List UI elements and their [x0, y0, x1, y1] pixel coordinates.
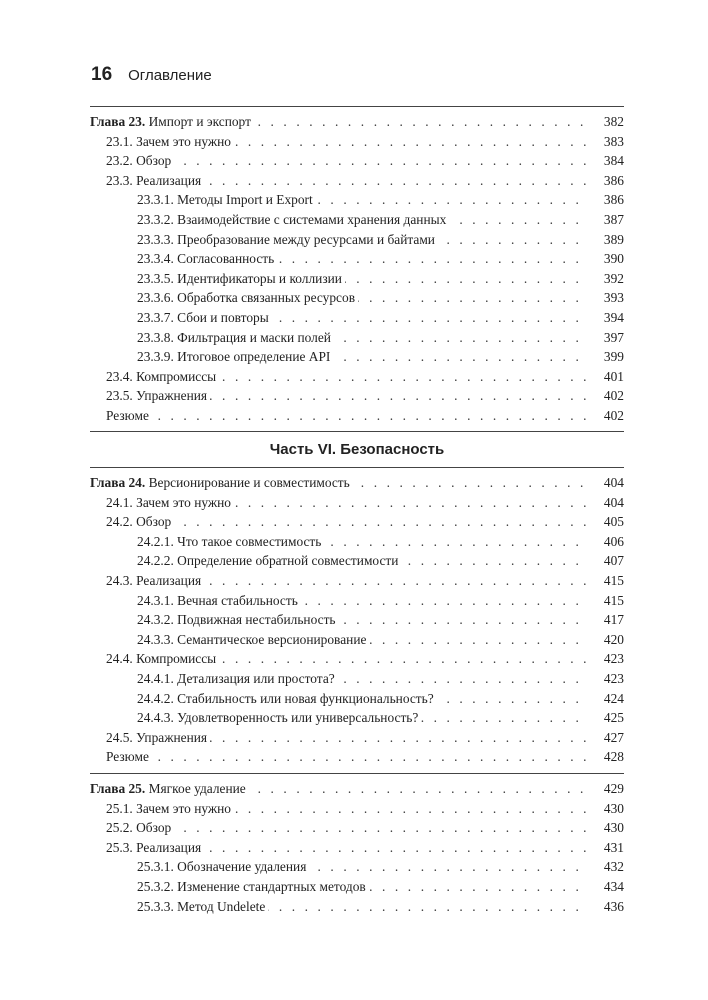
entry-title — [137, 593, 301, 608]
page-ref: 407 — [600, 551, 624, 571]
toc-entry[interactable] — [90, 857, 624, 877]
entry-title — [137, 691, 437, 706]
entry-title — [137, 192, 316, 207]
page-ref: 390 — [600, 249, 624, 269]
entry-title — [106, 801, 234, 816]
page-ref: 406 — [600, 532, 624, 552]
toc-entry[interactable] — [90, 610, 624, 630]
toc-entry[interactable] — [90, 269, 624, 289]
entry-title — [106, 514, 174, 529]
entry-title-text: 24.3.3. Семантическое версионирование — [137, 631, 367, 647]
toc-entry[interactable] — [90, 799, 624, 819]
entry-title-text: 24.2.1. Что такое совместимость — [137, 533, 322, 549]
entry-title-text: Версионирование и совместимость — [148, 475, 350, 490]
entry-title-text: 23.3.1. Методы Import и Export — [137, 192, 313, 208]
page-ref: 425 — [600, 708, 624, 728]
entry-title-text: Импорт и экспорт — [148, 114, 251, 129]
entry-title — [137, 310, 272, 325]
entry-title — [137, 671, 338, 686]
toc-chapter-entry[interactable] — [90, 779, 624, 799]
toc-entry[interactable] — [90, 689, 624, 709]
entry-title-text: 23.3.4. Согласованность — [137, 251, 275, 267]
entry-title-text: 24.3.2. Подвижная нестабильность — [137, 612, 336, 628]
toc-entry[interactable] — [90, 708, 624, 728]
entry-title-text: 25.2. Обзор — [106, 820, 172, 836]
page-ref: 387 — [600, 210, 624, 230]
page-ref: 430 — [600, 799, 624, 819]
chapter-label: Глава 23. — [90, 114, 146, 129]
entry-title — [106, 820, 174, 835]
entry-title — [106, 573, 204, 588]
entry-title — [106, 153, 174, 168]
page-ref: 404 — [600, 493, 624, 513]
page-number: 16 — [91, 64, 113, 85]
toc-entry[interactable] — [90, 649, 624, 669]
entry-title — [106, 408, 152, 423]
page-ref: 393 — [600, 288, 624, 308]
toc-entry[interactable] — [90, 877, 624, 897]
page-ref: 405 — [600, 512, 624, 532]
page-ref: 430 — [600, 818, 624, 838]
entry-title — [90, 781, 249, 796]
entry-title — [106, 749, 152, 764]
entry-title — [137, 271, 345, 286]
entry-title — [137, 553, 401, 568]
entry-title-text: 24.3.1. Вечная стабильность — [137, 592, 298, 608]
page-ref: 436 — [600, 897, 624, 917]
chapter-label: Глава 24. — [90, 475, 146, 490]
entry-title — [137, 879, 369, 894]
page-ref: 399 — [600, 347, 624, 367]
running-head — [91, 64, 212, 86]
entry-title-text: 23.3.3. Преобразование между ресурсами и байтами — [137, 231, 435, 247]
toc-chapter-entry[interactable] — [90, 473, 624, 493]
toc-entry[interactable] — [90, 151, 624, 171]
entry-title-text: 25.3.2. Изменение стандартных методов — [137, 878, 366, 894]
toc-entry[interactable] — [90, 512, 624, 532]
dot-leader — [106, 747, 586, 767]
toc-entry[interactable] — [90, 308, 624, 328]
page-ref: 402 — [600, 406, 624, 426]
entry-title-text: Резюме — [106, 407, 149, 423]
toc-entry[interactable] — [90, 571, 624, 591]
page-ref: 389 — [600, 230, 624, 250]
entry-title-text: 24.5. Упражнения — [106, 729, 208, 745]
page-ref: 427 — [600, 728, 624, 748]
page-ref: 397 — [600, 328, 624, 348]
entry-title — [137, 859, 309, 874]
entry-title-text: 24.1. Зачем это нужно — [106, 494, 232, 510]
toc-entry[interactable] — [90, 249, 624, 269]
entry-title-text: 24.4. Компромиссы — [106, 651, 217, 667]
entry-title — [90, 114, 254, 129]
entry-title — [137, 232, 438, 247]
toc-entry[interactable] — [90, 747, 624, 767]
entry-title — [137, 290, 358, 305]
entry-title-text: 23.3.2. Взаимодействие с системами хранения данных — [137, 211, 447, 227]
page-ref: 434 — [600, 877, 624, 897]
toc-entry[interactable] — [90, 171, 624, 191]
divider — [90, 431, 624, 432]
entry-title-text: 23.3.9. Итоговое определение API — [137, 349, 331, 365]
entry-title — [137, 612, 339, 627]
toc-entry[interactable] — [90, 493, 624, 513]
entry-title-text: 24.4.3. Удовлетворенность или универсальность? — [137, 710, 419, 726]
entry-title-text: 23.3.5. Идентификаторы и коллизии — [137, 270, 342, 286]
entry-title — [137, 632, 369, 647]
toc-entry[interactable] — [90, 132, 624, 152]
entry-title-text: 24.2.2. Определение обратной совместимости — [137, 553, 399, 569]
entry-title — [106, 495, 234, 510]
toc-chapter-entry[interactable] — [90, 112, 624, 132]
chapter-23-entries — [90, 112, 624, 426]
page-ref: 384 — [600, 151, 624, 171]
toc-entry[interactable] — [90, 386, 624, 406]
page-ref: 417 — [600, 610, 624, 630]
page-ref: 392 — [600, 269, 624, 289]
entry-title — [106, 840, 204, 855]
entry-title — [137, 251, 277, 266]
toc-entry[interactable] — [90, 532, 624, 552]
entry-title-text: Мягкое удаление — [148, 781, 246, 796]
page-ref: 402 — [600, 386, 624, 406]
entry-title-text: 23.2. Обзор — [106, 153, 172, 169]
page-ref: 383 — [600, 132, 624, 152]
entry-title — [137, 212, 449, 227]
page-ref: 415 — [600, 591, 624, 611]
page-ref: 432 — [600, 857, 624, 877]
page-ref: 382 — [600, 112, 624, 132]
page-ref: 420 — [600, 630, 624, 650]
entry-title-text: 25.3.3. Метод Undelete — [137, 898, 266, 914]
part-heading: Часть VI. Безопасность — [269, 441, 445, 458]
entry-title — [90, 475, 353, 490]
toc-entry[interactable] — [90, 328, 624, 348]
toc-entry[interactable] — [90, 190, 624, 210]
entry-title-text: 24.4.1. Детализация или простота? — [137, 670, 335, 686]
entry-title-text: 23.4. Компромиссы — [106, 368, 217, 384]
toc-entry[interactable] — [90, 818, 624, 838]
entry-title-text: 23.3.8. Фильтрация и маски полей — [137, 329, 331, 345]
toc-entry[interactable] — [90, 838, 624, 858]
entry-title-text: 25.3.1. Обозначение удаления — [137, 859, 307, 875]
toc-entry[interactable] — [90, 728, 624, 748]
entry-title-text: 24.3. Реализация — [106, 572, 202, 588]
entry-title — [106, 369, 219, 384]
page-ref: 429 — [600, 779, 624, 799]
page-ref: 404 — [600, 473, 624, 493]
page-ref: 428 — [600, 747, 624, 767]
entry-title — [137, 899, 268, 914]
running-head-title: Оглавление — [128, 67, 212, 84]
entry-title-text: 23.5. Упражнения — [106, 388, 208, 404]
entry-title-text: 23.3. Реализация — [106, 172, 202, 188]
page-ref: 386 — [600, 190, 624, 210]
toc-entry[interactable] — [90, 897, 624, 917]
page-ref: 401 — [600, 367, 624, 387]
entry-title-text: 25.1. Зачем это нужно — [106, 800, 232, 816]
toc-entry[interactable] — [90, 669, 624, 689]
page-ref: 394 — [600, 308, 624, 328]
dot-leader — [106, 151, 586, 171]
entry-title — [106, 730, 210, 745]
divider — [90, 773, 624, 774]
divider — [90, 467, 624, 468]
toc-entry[interactable] — [90, 630, 624, 650]
toc-entry[interactable] — [90, 591, 624, 611]
toc-entry[interactable] — [90, 551, 624, 571]
toc-entry[interactable] — [90, 288, 624, 308]
toc-entry[interactable] — [90, 406, 624, 426]
entry-title-text: 23.1. Зачем это нужно — [106, 133, 232, 149]
page-ref: 415 — [600, 571, 624, 591]
toc-entry[interactable] — [90, 367, 624, 387]
page-ref: 431 — [600, 838, 624, 858]
dot-leader — [106, 512, 586, 532]
divider — [90, 106, 624, 107]
entry-title-text: 23.3.7. Сбои и повторы — [137, 309, 269, 325]
dot-leader — [106, 818, 586, 838]
toc-entry[interactable] — [90, 210, 624, 230]
entry-title — [137, 534, 324, 549]
entry-title-text: 24.2. Обзор — [106, 514, 172, 530]
chapter-label: Глава 25. — [90, 781, 146, 796]
chapter-25-entries — [90, 779, 624, 916]
entry-title — [137, 330, 334, 345]
entry-title — [106, 388, 210, 403]
entry-title — [106, 134, 234, 149]
toc-entry[interactable] — [90, 347, 624, 367]
page-ref: 423 — [600, 669, 624, 689]
page-ref: 424 — [600, 689, 624, 709]
entry-title-text: 25.3. Реализация — [106, 839, 202, 855]
chapter-24-entries — [90, 473, 624, 767]
page-ref: 386 — [600, 171, 624, 191]
toc-entry[interactable] — [90, 230, 624, 250]
entry-title — [137, 349, 333, 364]
entry-title — [106, 173, 204, 188]
entry-title — [137, 710, 421, 725]
dot-leader — [106, 406, 586, 426]
entry-title — [106, 651, 219, 666]
entry-title-text: 23.3.6. Обработка связанных ресурсов — [137, 290, 356, 306]
entry-title-text: 24.4.2. Стабильность или новая функциональность? — [137, 690, 434, 706]
entry-title-text: Резюме — [106, 749, 149, 765]
page-ref: 423 — [600, 649, 624, 669]
